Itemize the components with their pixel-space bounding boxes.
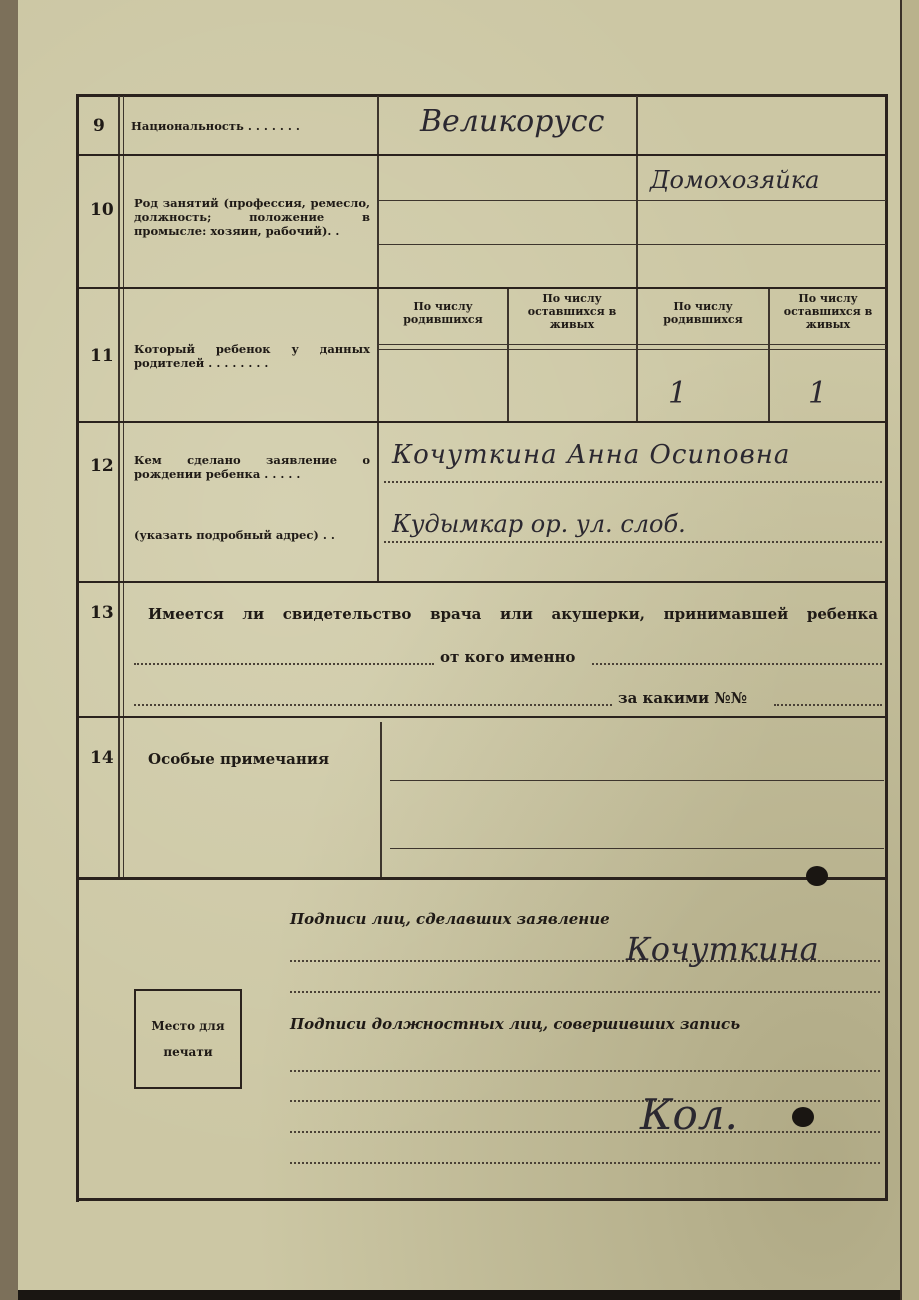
- row-number-12: 12: [90, 456, 114, 476]
- row-number-11: 11: [90, 346, 114, 366]
- declarant-label: Кем сделано заявление о рождении ребенка . . . . .: [134, 453, 370, 481]
- child-order-label: Который ребенок у данных родителей . . . . . . . .: [134, 342, 370, 370]
- punch-hole: [806, 866, 828, 886]
- row-number-14: 14: [90, 748, 114, 768]
- from-whom-label: от кого именно: [440, 648, 576, 666]
- occupation-label: Род занятий (профессия, ремесло, должность; положение в промысле: хозяин, рабочий). .: [134, 196, 370, 238]
- address-label: (указать подробный адрес) . .: [134, 528, 335, 542]
- seal-line-1: Место для: [151, 1019, 225, 1033]
- occupation-value: Домохозяйка: [650, 166, 820, 194]
- certificate-question: Имеется ли свидетельство врача или акушерки, принимавшей ребенка: [148, 605, 878, 623]
- alive-count-value: 1: [808, 376, 828, 411]
- col-born-father: По числу родившихся: [403, 300, 483, 326]
- born-count-value: 1: [668, 376, 688, 411]
- punch-hole: [792, 1107, 814, 1127]
- official-signature: Кол.: [640, 1090, 738, 1139]
- nationality-value: Великорусс: [420, 104, 605, 139]
- col-alive-mother: По числу оставшихся в живых: [783, 292, 873, 331]
- special-notes-label: Особые примечания: [148, 750, 330, 768]
- col-born-mother: По числу родившихся: [663, 300, 743, 326]
- address-value: Кудымкар ор. ул. слоб.: [392, 510, 686, 538]
- nationality-label: Национальность . . . . . . .: [131, 119, 300, 133]
- declarant-value: Кочуткина Анна Осиповна: [392, 440, 791, 470]
- officials-signature-label: Подписи должностных лиц, совершивших запись: [290, 1015, 741, 1033]
- seal-place: [134, 989, 242, 1089]
- applicant-signature: Кочуткина: [626, 930, 819, 968]
- row-number-13: 13: [90, 603, 114, 623]
- numbers-label: за какими №№: [618, 689, 748, 707]
- row-number-10: 10: [90, 200, 114, 220]
- row-number-9: 9: [93, 116, 105, 136]
- applicants-signature-label: Подписи лиц, сделавших заявление: [290, 910, 610, 928]
- seal-line-2: печати: [163, 1045, 213, 1059]
- col-alive-father: По числу оставшихся в живых: [527, 292, 617, 331]
